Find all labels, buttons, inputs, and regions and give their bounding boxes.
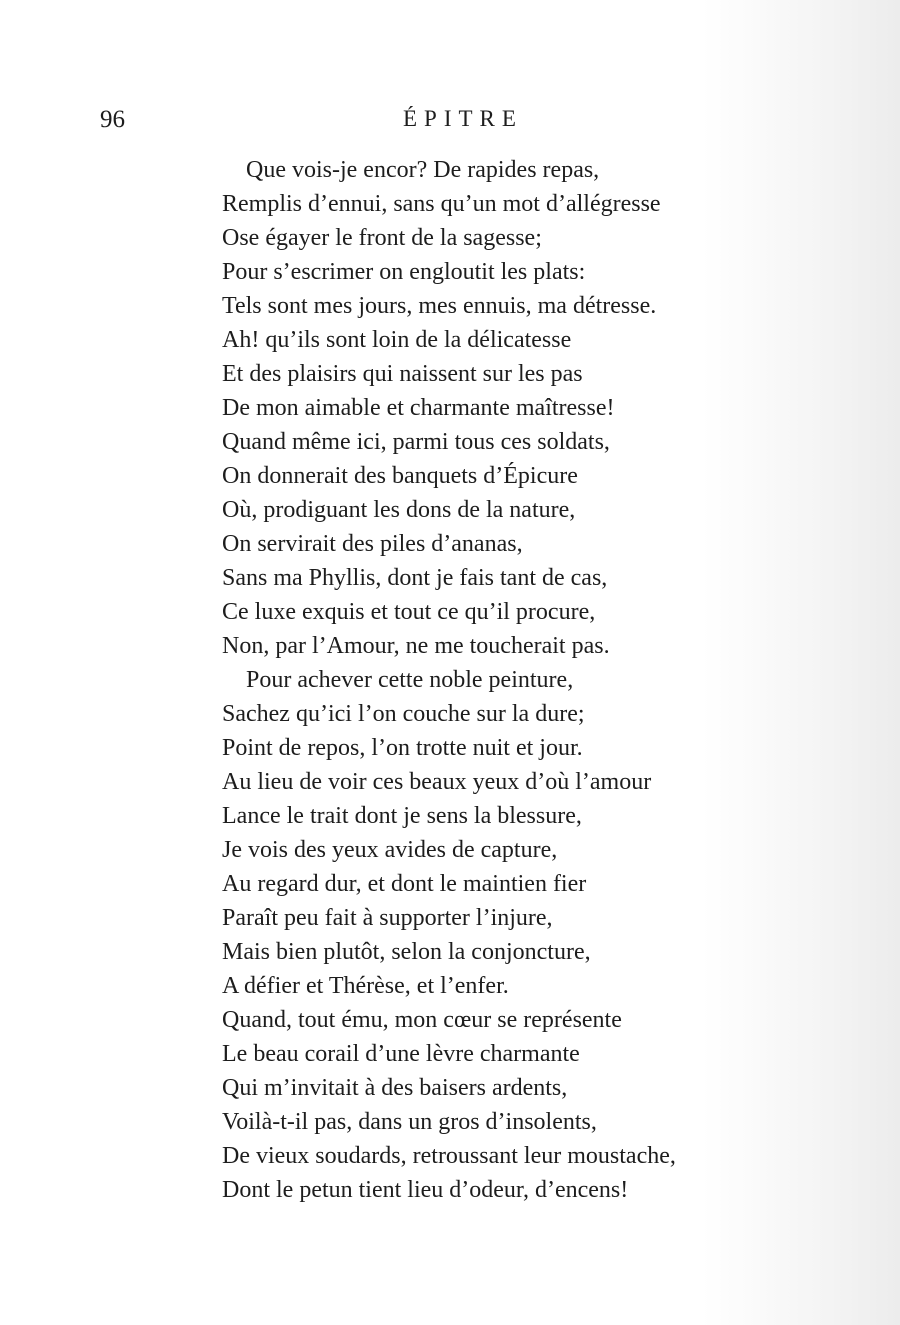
page-number: 96 bbox=[100, 106, 125, 133]
verse-line: Ah! qu’ils sont loin de la délicatesse bbox=[222, 327, 572, 353]
verse-line: Pour achever cette noble peinture, bbox=[246, 667, 574, 693]
verse-line: Lance le trait dont je sens la blessure, bbox=[222, 803, 582, 829]
verse-line: On servirait des piles d’ananas, bbox=[222, 531, 523, 557]
verse-line: Mais bien plutôt, selon la conjoncture, bbox=[222, 939, 591, 965]
verse-line: A défier et Thérèse, et l’enfer. bbox=[222, 973, 509, 999]
verse-line: Non, par l’Amour, ne me toucherait pas. bbox=[222, 633, 610, 659]
running-head: ÉPITRE bbox=[403, 106, 523, 131]
verse-line: Paraît peu fait à supporter l’injure, bbox=[222, 905, 553, 931]
verse-line: Sans ma Phyllis, dont je fais tant de cas, bbox=[222, 565, 608, 591]
poem-verse bbox=[222, 153, 676, 1207]
verse-line: Remplis d’ennui, sans qu’un mot d’allégresse bbox=[222, 191, 661, 217]
verse-line: Quand même ici, parmi tous ces soldats, bbox=[222, 429, 610, 455]
verse-line: Pour s’escrimer on engloutit les plats: bbox=[222, 259, 586, 285]
verse-line: Ce luxe exquis et tout ce qu’il procure, bbox=[222, 599, 596, 625]
verse-line: Point de repos, l’on trotte nuit et jour. bbox=[222, 735, 583, 761]
verse-line: Au regard dur, et dont le maintien fier bbox=[222, 871, 587, 897]
verse-line: Où, prodiguant les dons de la nature, bbox=[222, 497, 576, 523]
verse-line: Qui m’invitait à des baisers ardents, bbox=[222, 1075, 568, 1101]
verse-line: Ose égayer le front de la sagesse; bbox=[222, 225, 542, 251]
verse-line: Tels sont mes jours, mes ennuis, ma détresse. bbox=[222, 293, 657, 319]
verse-line: De mon aimable et charmante maîtresse! bbox=[222, 395, 615, 421]
verse-line: Dont le petun tient lieu d’odeur, d’encens! bbox=[222, 1177, 629, 1203]
verse-line: Et des plaisirs qui naissent sur les pas bbox=[222, 361, 583, 387]
verse-line: Je vois des yeux avides de capture, bbox=[222, 837, 558, 863]
verse-line: Sachez qu’ici l’on couche sur la dure; bbox=[222, 701, 585, 727]
verse-line: Voilà-t-il pas, dans un gros d’insolents, bbox=[222, 1109, 597, 1135]
verse-line: De vieux soudards, retroussant leur moustache, bbox=[222, 1143, 676, 1169]
verse-line: On donnerait des banquets d’Épicure bbox=[222, 463, 578, 489]
verse-line: Que vois-je encor? De rapides repas, bbox=[246, 157, 600, 183]
verse-line: Quand, tout ému, mon cœur se représente bbox=[222, 1007, 622, 1033]
verse-line: Au lieu de voir ces beaux yeux d’où l’amour bbox=[222, 769, 652, 795]
verse-line: Le beau corail d’une lèvre charmante bbox=[222, 1041, 580, 1067]
